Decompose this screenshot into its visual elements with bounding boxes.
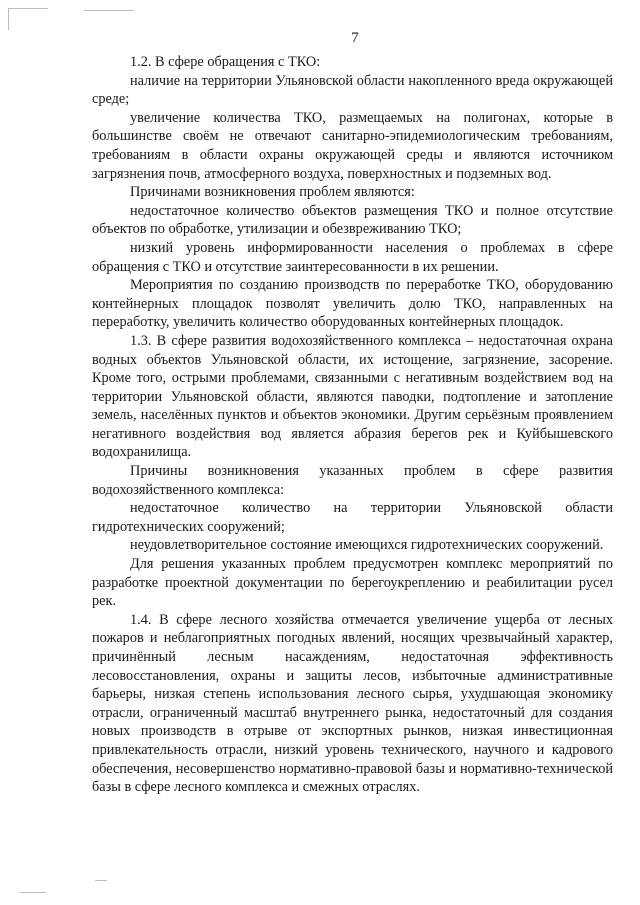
scan-mark-top-left-vertical [8,8,9,30]
paragraph: низкий уровень информированности населения о проблемах в сфере обращения с ТКО и отсутствие заинтересованности в их решении. [92,239,613,275]
paragraph: Для решения указанных проблем предусмотрен комплекс мероприятий по разработке проектной документации по берегоукреплению и реабилитации русел рек. [92,556,613,610]
scan-mark-bottom-left [20,892,46,893]
paragraph: Причины возникновения указанных проблем в сфере развития водохозяйственного комплекса: [92,463,613,498]
scan-mark-top-left [8,8,48,9]
paragraph: 1.2. В сфере обращения с ТКО: [130,54,321,70]
paragraph: наличие на территории Ульяновской области накопленного вреда окружающей среде; [92,72,613,108]
paragraph: недостаточное количество на территории Ульяновской области гидротехнических сооружений; [92,500,613,535]
paragraph: 1.4. В сфере лесного хозяйства отмечается увеличение ущерба от лесных пожаров и неблагоприятных погодных явлений, носящих чрезвычайный характер, причинённый лесным насаждениям, недостаточная эффективность лесовосстановления, охраны и защиты лесов, избыточные административные барьеры, низкая степень использования лесного сырья, ухудшающая экономику отрасли, ограниченный масштаб внутреннего рынка, недостаточный для создания новых производств в отрыве от экспортных рынков, низкая инвестиционная привлекательность отрасли, низкий уровень технического, научного и кадрового обеспечения, несовершенство нормативно-правовой базы и нормативно-технической базы в сфере лесного комплекса и смежных отраслях. [92,611,613,796]
scan-mark-bottom [95,880,107,881]
document-body [92,53,613,797]
paragraph: недостаточное количество объектов размещения ТКО и полное отсутствие объектов по обработке, утилизации и обезвреживанию ТКО; [92,202,613,238]
paragraph: 1.3. В сфере развития водохозяйственного комплекса – недостаточная охрана водных объектов Ульяновской области, их истощение, загрязнение, засорение. Кроме того, острыми проблемами, связанными с негативным воздействием вод на территории Ульяновской области, являются паводки, подтопление и затопление земель, населённых пунктов и объектов экономики. Другим серьёзным проявлением негативного воздействия вод является абразия берегов рек и Куйбышевского водохранилища. [92,332,613,461]
paragraph: Причинами возникновения проблем являются: [130,184,415,201]
paragraph: увеличение количества ТКО, размещаемых на полигонах, которые в большинстве своём не отвечают санитарно-эпидемиологическим требованиям, требованиям в области охраны окружающей среды и являются источником загрязнения почв, атмосферного воздуха, поверхностных и подземных вод. [92,109,613,182]
paragraph: неудовлетворительное состояние имеющихся гидротехнических сооружений. [130,537,604,554]
scan-mark-top [84,10,134,11]
page-number: 7 [351,30,359,46]
paragraph: Мероприятия по созданию производств по переработке ТКО, оборудованию контейнерных площадок позволят увеличить долю ТКО, направленных на переработку, увеличить количество оборудованных контейнерных площадок. [92,277,613,331]
